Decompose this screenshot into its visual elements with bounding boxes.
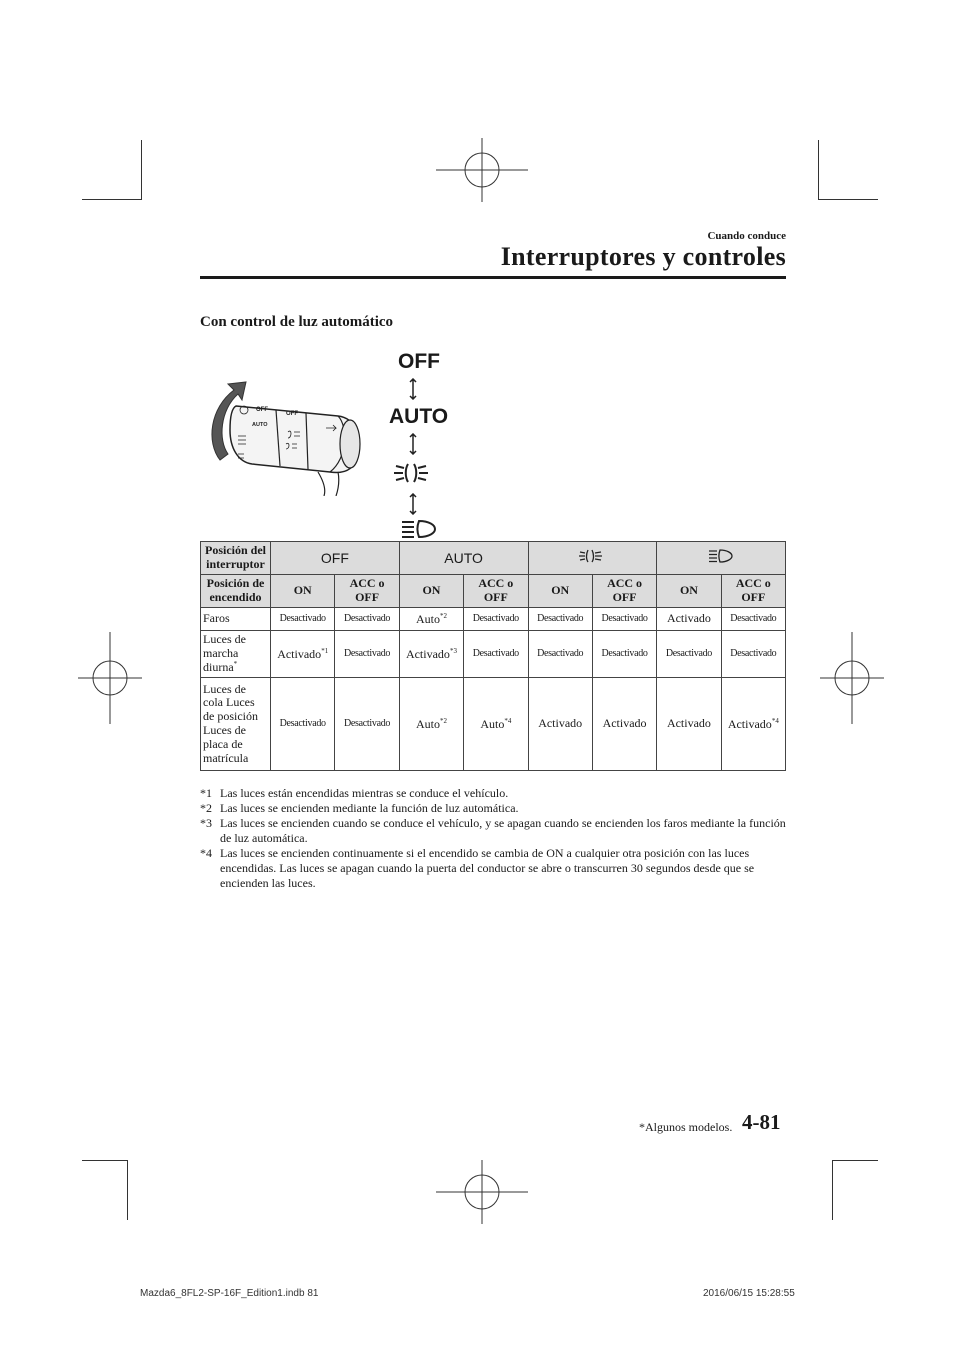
table-cell: Activado$^{*3}$	[399, 631, 463, 678]
headlight-icon	[401, 518, 437, 540]
table-cell: Desactivado	[335, 678, 399, 771]
switch-position-row	[201, 542, 786, 575]
ignition-position-row	[201, 575, 786, 608]
section-title: Interruptores y controles	[500, 242, 786, 271]
footnote: *2 Las luces se encienden mediante la función de luz automática.	[200, 801, 519, 815]
ignition-value: ON	[271, 575, 335, 608]
table-row-daytime-running-lights	[201, 631, 786, 678]
table-cell: Desactivado	[592, 631, 656, 678]
table-cell: Activado	[528, 678, 592, 771]
table-cell: Activado	[657, 678, 721, 771]
ignition-value: ACC o OFF	[335, 575, 399, 608]
light-switch-lever-illustration	[198, 378, 376, 496]
row-label: Luces de marcha diurna*	[201, 631, 271, 678]
ignition-value: ON	[399, 575, 463, 608]
footnotes	[200, 786, 790, 891]
subheading: Con control de luz automático	[200, 314, 394, 330]
table-cell: Desactivado	[271, 608, 335, 631]
page-number: 4-81	[742, 1110, 781, 1134]
ignition-value: ON	[657, 575, 721, 608]
header-rule	[200, 276, 786, 279]
table-cell: Desactivado	[335, 631, 399, 678]
table-row-faros	[201, 608, 786, 631]
row-label: Luces de cola Luces de posición Luces de placa de matrícula	[201, 678, 271, 771]
ignition-value: ACC o OFF	[464, 575, 528, 608]
svg-text:AUTO: AUTO	[252, 422, 268, 428]
switch-position-auto: AUTO	[399, 542, 528, 575]
table-cell: Activado$^{*1}$	[271, 631, 335, 678]
switch-position-off: OFF	[271, 542, 400, 575]
table-cell: Auto$^{*4}$	[464, 678, 528, 771]
switch-position-parking	[528, 542, 657, 575]
footnote: *4 Las luces se encienden continuamente si el encendido se cambia de ON a cualquier otra posición con las luces encendidas. Las luces se apagan cuando la puerta del conductor se abre o transcurren 30 segundos desde que se encienden las luces.	[200, 846, 755, 890]
headlight-icon	[708, 548, 734, 564]
ignition-value: ACC o OFF	[592, 575, 656, 608]
table-cell: Activado	[657, 608, 721, 631]
table-cell: Desactivado	[721, 608, 785, 631]
table-cell: Desactivado	[271, 678, 335, 771]
table-cell: Auto$^{*2}$	[399, 678, 463, 771]
registration-mark-bottom	[436, 1160, 528, 1224]
registration-mark-left	[78, 632, 142, 724]
table-cell: Activado	[592, 678, 656, 771]
svg-text:OFF: OFF	[286, 411, 298, 417]
ignition-position-header: Posición de encendido	[201, 575, 271, 608]
updown-arrow-icon	[408, 493, 418, 515]
table-cell: Desactivado	[592, 608, 656, 631]
table-cell: Desactivado	[335, 608, 399, 631]
table-cell: Auto$^{*2}$	[399, 608, 463, 631]
models-footnote: *Algunos modelos.	[639, 1120, 733, 1134]
parking-light-icon	[579, 548, 605, 564]
switch-position-headlight	[657, 542, 786, 575]
table-cell: Desactivado	[528, 631, 592, 678]
table-cell: Desactivado	[464, 631, 528, 678]
position-off-label: OFF	[398, 350, 440, 373]
table-cell: Desactivado	[528, 608, 592, 631]
table-cell: Activado$^{*4}$	[721, 678, 785, 771]
svg-text:OFF: OFF	[256, 407, 268, 413]
table-cell: Desactivado	[721, 631, 785, 678]
section-label: Cuando conduce	[707, 230, 786, 242]
ignition-value: ON	[528, 575, 592, 608]
table-cell: Desactivado	[464, 608, 528, 631]
footnote: *3 Las luces se encienden cuando se conduce el vehículo, y se apagan cuando se encienden los faros mediante la función de luz automática.	[200, 816, 786, 845]
updown-arrow-icon	[408, 378, 418, 400]
position-auto-label: AUTO	[389, 405, 449, 428]
print-file-slug: Mazda6_8FL2-SP-16F_Edition1.indb 81	[140, 1288, 319, 1299]
registration-mark-top	[436, 138, 528, 202]
lights-table	[200, 541, 786, 771]
switch-position-header: Posición del interruptor	[201, 542, 271, 575]
updown-arrow-icon	[408, 433, 418, 455]
ignition-value: ACC o OFF	[721, 575, 785, 608]
row-label: Faros	[201, 608, 271, 631]
table-cell: Desactivado	[657, 631, 721, 678]
parking-light-icon	[394, 460, 434, 486]
footnote: *1 Las luces están encendidas mientras se conduce el vehículo.	[200, 786, 509, 800]
registration-mark-right	[820, 632, 884, 724]
print-date-slug: 2016/06/15 15:28:55	[703, 1288, 795, 1299]
table-row-tail-position-plate-lights	[201, 678, 786, 771]
